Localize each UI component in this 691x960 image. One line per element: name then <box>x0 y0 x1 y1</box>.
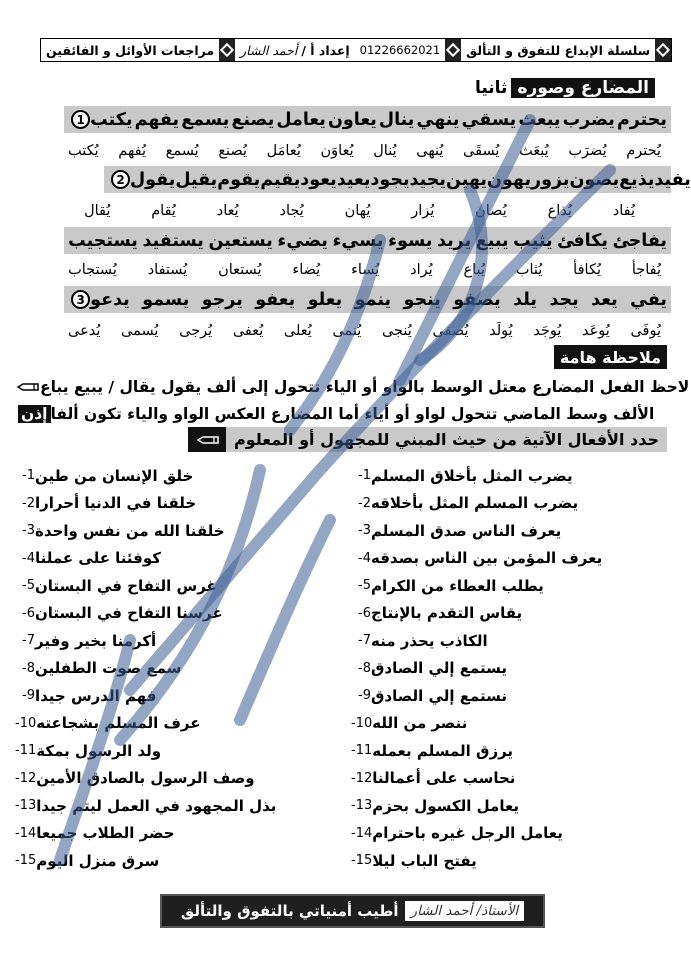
exercise-text: يعامل الرجل غيره باحترام <box>372 824 563 843</box>
passive-verb: يُسمى <box>121 323 159 339</box>
passive-verb: يُعلى <box>283 323 312 339</box>
exercise-text: يضرب المسلم المثل بأخلاقه <box>371 494 579 513</box>
exercise-item <box>9 655 329 683</box>
passive-verb: يُولَد <box>489 323 513 339</box>
note-line-1-text: لاحظ الفعل المضارع معتل الوسط بالواو أو الياء تتحول إلى ألف يقول يقال / يبيع يباع <box>40 378 690 396</box>
exercise-item <box>345 462 665 490</box>
footer-text: أطيب أمنياتي بالتفوق والتألق <box>180 902 399 920</box>
header-author <box>235 39 355 61</box>
passive-verb: يُنمى <box>332 323 362 339</box>
exercise-item <box>345 572 665 600</box>
verb: يبيع <box>475 230 509 251</box>
exercise-item <box>9 682 329 710</box>
passive-verb: يُفاد <box>612 203 635 219</box>
exercise-number: 3- <box>358 523 371 539</box>
exercise-text: خلقنا في الدنيا أحرارا <box>35 494 197 513</box>
exercise-text: سمع صوت الطفلين <box>35 659 182 678</box>
exercise-text: يرزق المسلم بعمله <box>372 741 514 760</box>
passive-verb: يُذاع <box>547 203 572 219</box>
passive-verb: يُراد <box>410 262 433 278</box>
footer-signature: الأستاذ/ أحمد الشار <box>405 901 525 921</box>
pencil-icon <box>198 433 220 447</box>
exercise-item <box>9 792 329 820</box>
exercise-number: 5- <box>358 578 371 594</box>
exercise-text: يضرب المثل بأخلاق المسلم <box>371 466 573 485</box>
exercise-item <box>345 655 665 683</box>
verb: يفيد <box>654 169 691 190</box>
exercise-item <box>345 820 665 848</box>
verb: يسوء <box>388 230 433 251</box>
passive-verb: يُهان <box>344 203 371 219</box>
passive-verb: يُساء <box>351 262 380 278</box>
section-title-prefix: ثانيا <box>474 78 508 98</box>
passive-verb: يُنجى <box>381 323 412 339</box>
passive-verb: يُزار <box>411 203 435 219</box>
footer-banner <box>160 894 545 928</box>
verb-row-group-2b <box>64 227 671 254</box>
passive-verb: يُقال <box>84 203 111 219</box>
verb: يعلو <box>307 289 343 310</box>
note-line-1 <box>14 375 690 399</box>
exercise-item <box>345 490 665 518</box>
exercise-item <box>9 600 329 628</box>
passive-verb: يُوجَد <box>533 323 562 339</box>
exercises-right-column <box>345 462 665 875</box>
verb: يضرب <box>562 109 615 130</box>
passive-verb: يُقام <box>151 203 176 219</box>
verb: يعيد <box>336 169 371 190</box>
exercise-number: 13- <box>15 798 37 814</box>
verb: يبعث <box>518 109 561 130</box>
passive-verb: يُنال <box>373 143 397 159</box>
exercise-text: يستمع إلي الصادق <box>371 659 508 678</box>
verb: يستعين <box>208 230 273 251</box>
exercise-text: فهم الدرس جيدا <box>35 686 157 705</box>
exercise-number: 11- <box>351 743 373 759</box>
exercise-number: 9- <box>22 688 35 704</box>
verb-row-group-1 <box>64 106 671 133</box>
verb: يقوم <box>217 169 261 190</box>
exercise-number: 12- <box>351 770 373 786</box>
passive-verb: يُعامَل <box>266 143 301 159</box>
verb: يكافئ <box>557 230 608 251</box>
exercise-number: 3- <box>22 523 35 539</box>
verb: يهين <box>445 169 487 190</box>
verb: يجود <box>370 169 410 190</box>
exercises-left-column <box>9 462 329 875</box>
exercise-number: 13- <box>351 798 373 814</box>
task-text: حدد الأفعال الآتية من حيث المبني للمجهول أو المعلوم <box>226 427 667 452</box>
verb: يستفيد <box>142 230 204 251</box>
task-instruction <box>188 427 667 452</box>
exercise-text: نستمع إلي الصادق <box>371 686 508 705</box>
exercise-number: 6- <box>358 605 371 621</box>
diamond-icon <box>219 39 235 61</box>
verb: يثيب <box>513 230 553 251</box>
exercise-number: 11- <box>15 743 37 759</box>
section-title <box>475 76 655 100</box>
exercise-number: 15- <box>15 853 37 869</box>
exercise-number: 8- <box>358 660 371 676</box>
passive-verb: يُبعَث <box>519 143 549 159</box>
verb-first <box>68 290 130 310</box>
exercise-text: يقاس التقدم بالإنتاج <box>371 604 523 623</box>
passive-verb: يُصنع <box>218 143 248 159</box>
note-title: ملاحظة هامة <box>554 345 667 369</box>
exercise-item <box>9 545 329 573</box>
exercise-text: ولد الرسول بمكة <box>36 741 162 760</box>
passive-verb: يُضاء <box>292 262 321 278</box>
verb: يجد <box>549 289 579 310</box>
section-title-highlight: المضارع وصوره <box>511 78 655 98</box>
exercise-text: خلق الإنسان من طين <box>35 466 194 485</box>
exercise-number: 1- <box>358 468 371 484</box>
verb-row-group-3 <box>64 286 671 313</box>
exercise-text: سرق منزل اليوم <box>36 851 160 870</box>
exercise-number: 14- <box>15 825 37 841</box>
passive-verb: يُسقَى <box>463 143 500 159</box>
verb: يرجو <box>201 289 243 310</box>
header-phone: 01226662021 <box>359 43 441 57</box>
verb: يعود <box>300 169 337 190</box>
verb: يضيء <box>277 230 328 251</box>
exercise-text: بذل المجهود في العمل ليتم جيدا <box>36 796 277 815</box>
passive-verb: يُعاوَن <box>320 143 354 159</box>
passive-verb: يُوعَد <box>582 323 610 339</box>
exercise-text: غرسنا التفاح في البستان <box>35 604 223 623</box>
exercise-number: 8- <box>22 660 35 676</box>
verb-row-group-2 <box>104 166 691 193</box>
verb: يهون <box>486 169 532 190</box>
exercise-item <box>345 737 665 765</box>
group-number-badge: 3 <box>71 290 90 309</box>
verb: ينجو <box>403 289 441 310</box>
exercise-number: 4- <box>358 550 371 566</box>
passive-row-group-3 <box>64 318 665 344</box>
verb: يحترم <box>616 109 667 130</box>
verb: يسمو <box>142 289 190 310</box>
exercise-item <box>345 682 665 710</box>
passive-verb: يُكافأ <box>573 262 601 278</box>
note-line-2 <box>14 402 665 426</box>
pencil-icon <box>18 380 40 394</box>
passive-verb: يُسمع <box>165 143 199 159</box>
verb: يسيء <box>332 230 384 251</box>
passive-verb: يُثاب <box>515 262 543 278</box>
passive-verb: يُستجاب <box>68 262 117 278</box>
exercise-number: 14- <box>351 825 373 841</box>
exercise-text: وصف الرسول بالصادق الأمين <box>36 769 255 788</box>
passive-verb: يُفاجأ <box>631 262 661 278</box>
passive-verb: يُصان <box>475 203 507 219</box>
passive-verb: يُصفى <box>432 323 469 339</box>
note-line-2-text: الألف وسط الماضي تتحول لواو أو أياء أما المضارع العكس الواو والياء تكون ألفا <box>50 405 655 423</box>
exercise-item <box>345 545 665 573</box>
exercise-item <box>345 847 665 875</box>
exercise-item <box>345 517 665 545</box>
passive-verb: يُفهم <box>118 143 147 159</box>
verb: يريد <box>437 230 472 251</box>
passive-verb: يُستعان <box>218 262 262 278</box>
verb: يصفو <box>453 289 501 310</box>
exercise-item <box>9 490 329 518</box>
passive-verb: يُجاد <box>279 203 304 219</box>
exercise-item <box>345 627 665 655</box>
verb: يصون <box>569 169 620 190</box>
exercise-text: خلقنا الله من نفس واحدة <box>35 521 225 540</box>
exercise-number: 1- <box>22 468 35 484</box>
exercise-number: 9- <box>358 688 371 704</box>
verb: يكتب <box>90 109 133 130</box>
header-bar <box>40 38 672 62</box>
passive-verb: يُكتب <box>68 143 99 159</box>
passive-row-group-1 <box>64 138 665 164</box>
passive-verb: يُضرَب <box>568 143 607 159</box>
verb: يقيم <box>260 169 301 190</box>
exercise-number: 5- <box>22 578 35 594</box>
exercise-item <box>9 820 329 848</box>
passive-row-group-2 <box>80 198 639 224</box>
exercise-item <box>9 710 329 738</box>
exercise-number: 10- <box>351 715 373 731</box>
group-number-badge: 2 <box>111 170 130 189</box>
exercise-item <box>345 765 665 793</box>
exercise-item <box>9 737 329 765</box>
verb: ينمو <box>354 289 392 310</box>
exercise-text: عرف المسلم بشجاعته <box>36 714 201 733</box>
exercise-item <box>9 462 329 490</box>
verb: يزور <box>531 169 570 190</box>
task-icon-box <box>188 427 226 452</box>
verb: يدعو <box>90 289 130 310</box>
exercise-text: يعرف المؤمن بين الناس بصدقه <box>371 549 603 568</box>
exercise-item <box>9 627 329 655</box>
exercise-text: كوفئنا على عملنا <box>35 549 161 568</box>
exercise-item <box>345 710 665 738</box>
passive-verb: يُدعى <box>68 323 101 339</box>
exercise-number: 7- <box>22 633 35 649</box>
passive-verb: يُحترم <box>626 143 661 159</box>
verb: يصنع <box>231 109 275 130</box>
exercise-item <box>9 572 329 600</box>
passive-verb: يُنهى <box>416 143 444 159</box>
passive-verb: يُعفى <box>232 323 264 339</box>
exercise-text: نحاسب على أعمالنا <box>372 769 516 788</box>
group-number-badge: 1 <box>71 110 90 129</box>
verb: يعاون <box>327 109 377 130</box>
verb: ينال <box>378 109 415 130</box>
verb-first <box>68 110 132 130</box>
exercise-number: 2- <box>358 495 371 511</box>
passive-verb: يُرجى <box>179 323 213 339</box>
verb: ينهي <box>416 109 460 130</box>
verb: يلد <box>513 289 537 310</box>
exercise-number: 12- <box>15 770 37 786</box>
verb: يذيع <box>619 169 655 190</box>
verb-first <box>108 170 175 190</box>
passive-verb: يُعاد <box>216 203 239 219</box>
exercise-item <box>9 847 329 875</box>
passive-verb: يُوفَى <box>630 323 661 339</box>
verb: يقيل <box>175 169 218 190</box>
exercise-item <box>9 765 329 793</box>
passive-verb: يُستفاد <box>147 262 188 278</box>
author-label: إعداد أ / <box>301 42 350 58</box>
exercise-text: يطلب العطاء من الكرام <box>371 576 544 595</box>
exercise-number: 15- <box>351 853 373 869</box>
verb: يعامل <box>276 109 326 130</box>
verb: يعد <box>591 289 618 310</box>
note-line-2-prefix: إذن <box>18 405 51 423</box>
verb: يسقي <box>461 109 517 130</box>
exercise-text: ننصر من الله <box>372 714 468 733</box>
verb: يسمع <box>181 109 230 130</box>
passive-verb: يُباع <box>463 262 485 278</box>
exercise-text: يعرف الناس صدق المسلم <box>371 521 562 540</box>
exercise-item <box>9 517 329 545</box>
exercise-text: الكاذب يحذر منه <box>371 631 488 650</box>
exercise-number: 4- <box>22 550 35 566</box>
exercise-text: أكرمنا بخير وفير <box>35 631 157 650</box>
passive-row-group-2b <box>64 257 665 283</box>
verb: يفهم <box>134 109 180 130</box>
exercise-number: 6- <box>22 605 35 621</box>
verb: يفي <box>630 289 667 310</box>
diamond-icon <box>655 39 671 61</box>
verb: يقول <box>130 169 176 190</box>
verb: يجيد <box>409 169 446 190</box>
exercise-text: يفتح الباب ليلا <box>372 851 477 870</box>
author-name: أحمد الشار <box>240 42 298 58</box>
exercise-item <box>345 600 665 628</box>
exercise-number: 10- <box>15 715 37 731</box>
verb: يفاجئ <box>612 230 667 251</box>
header-review-title: مراجعات الأوائل و الفائقين <box>46 42 215 58</box>
diamond-icon <box>445 39 461 61</box>
exercise-text: يعامل الكسول بحزم <box>372 796 520 815</box>
exercise-number: 2- <box>22 495 35 511</box>
header-series-title: سلسلة الإبداع للتفوق و التألق <box>466 42 651 58</box>
exercise-item <box>345 792 665 820</box>
exercise-number: 7- <box>358 633 371 649</box>
exercise-text: حضر الطلاب جميعا <box>36 824 175 843</box>
exercise-text: غرس التفاح في البستان <box>35 576 217 595</box>
verb: يعفو <box>255 289 296 310</box>
verb: يستجيب <box>68 230 138 251</box>
